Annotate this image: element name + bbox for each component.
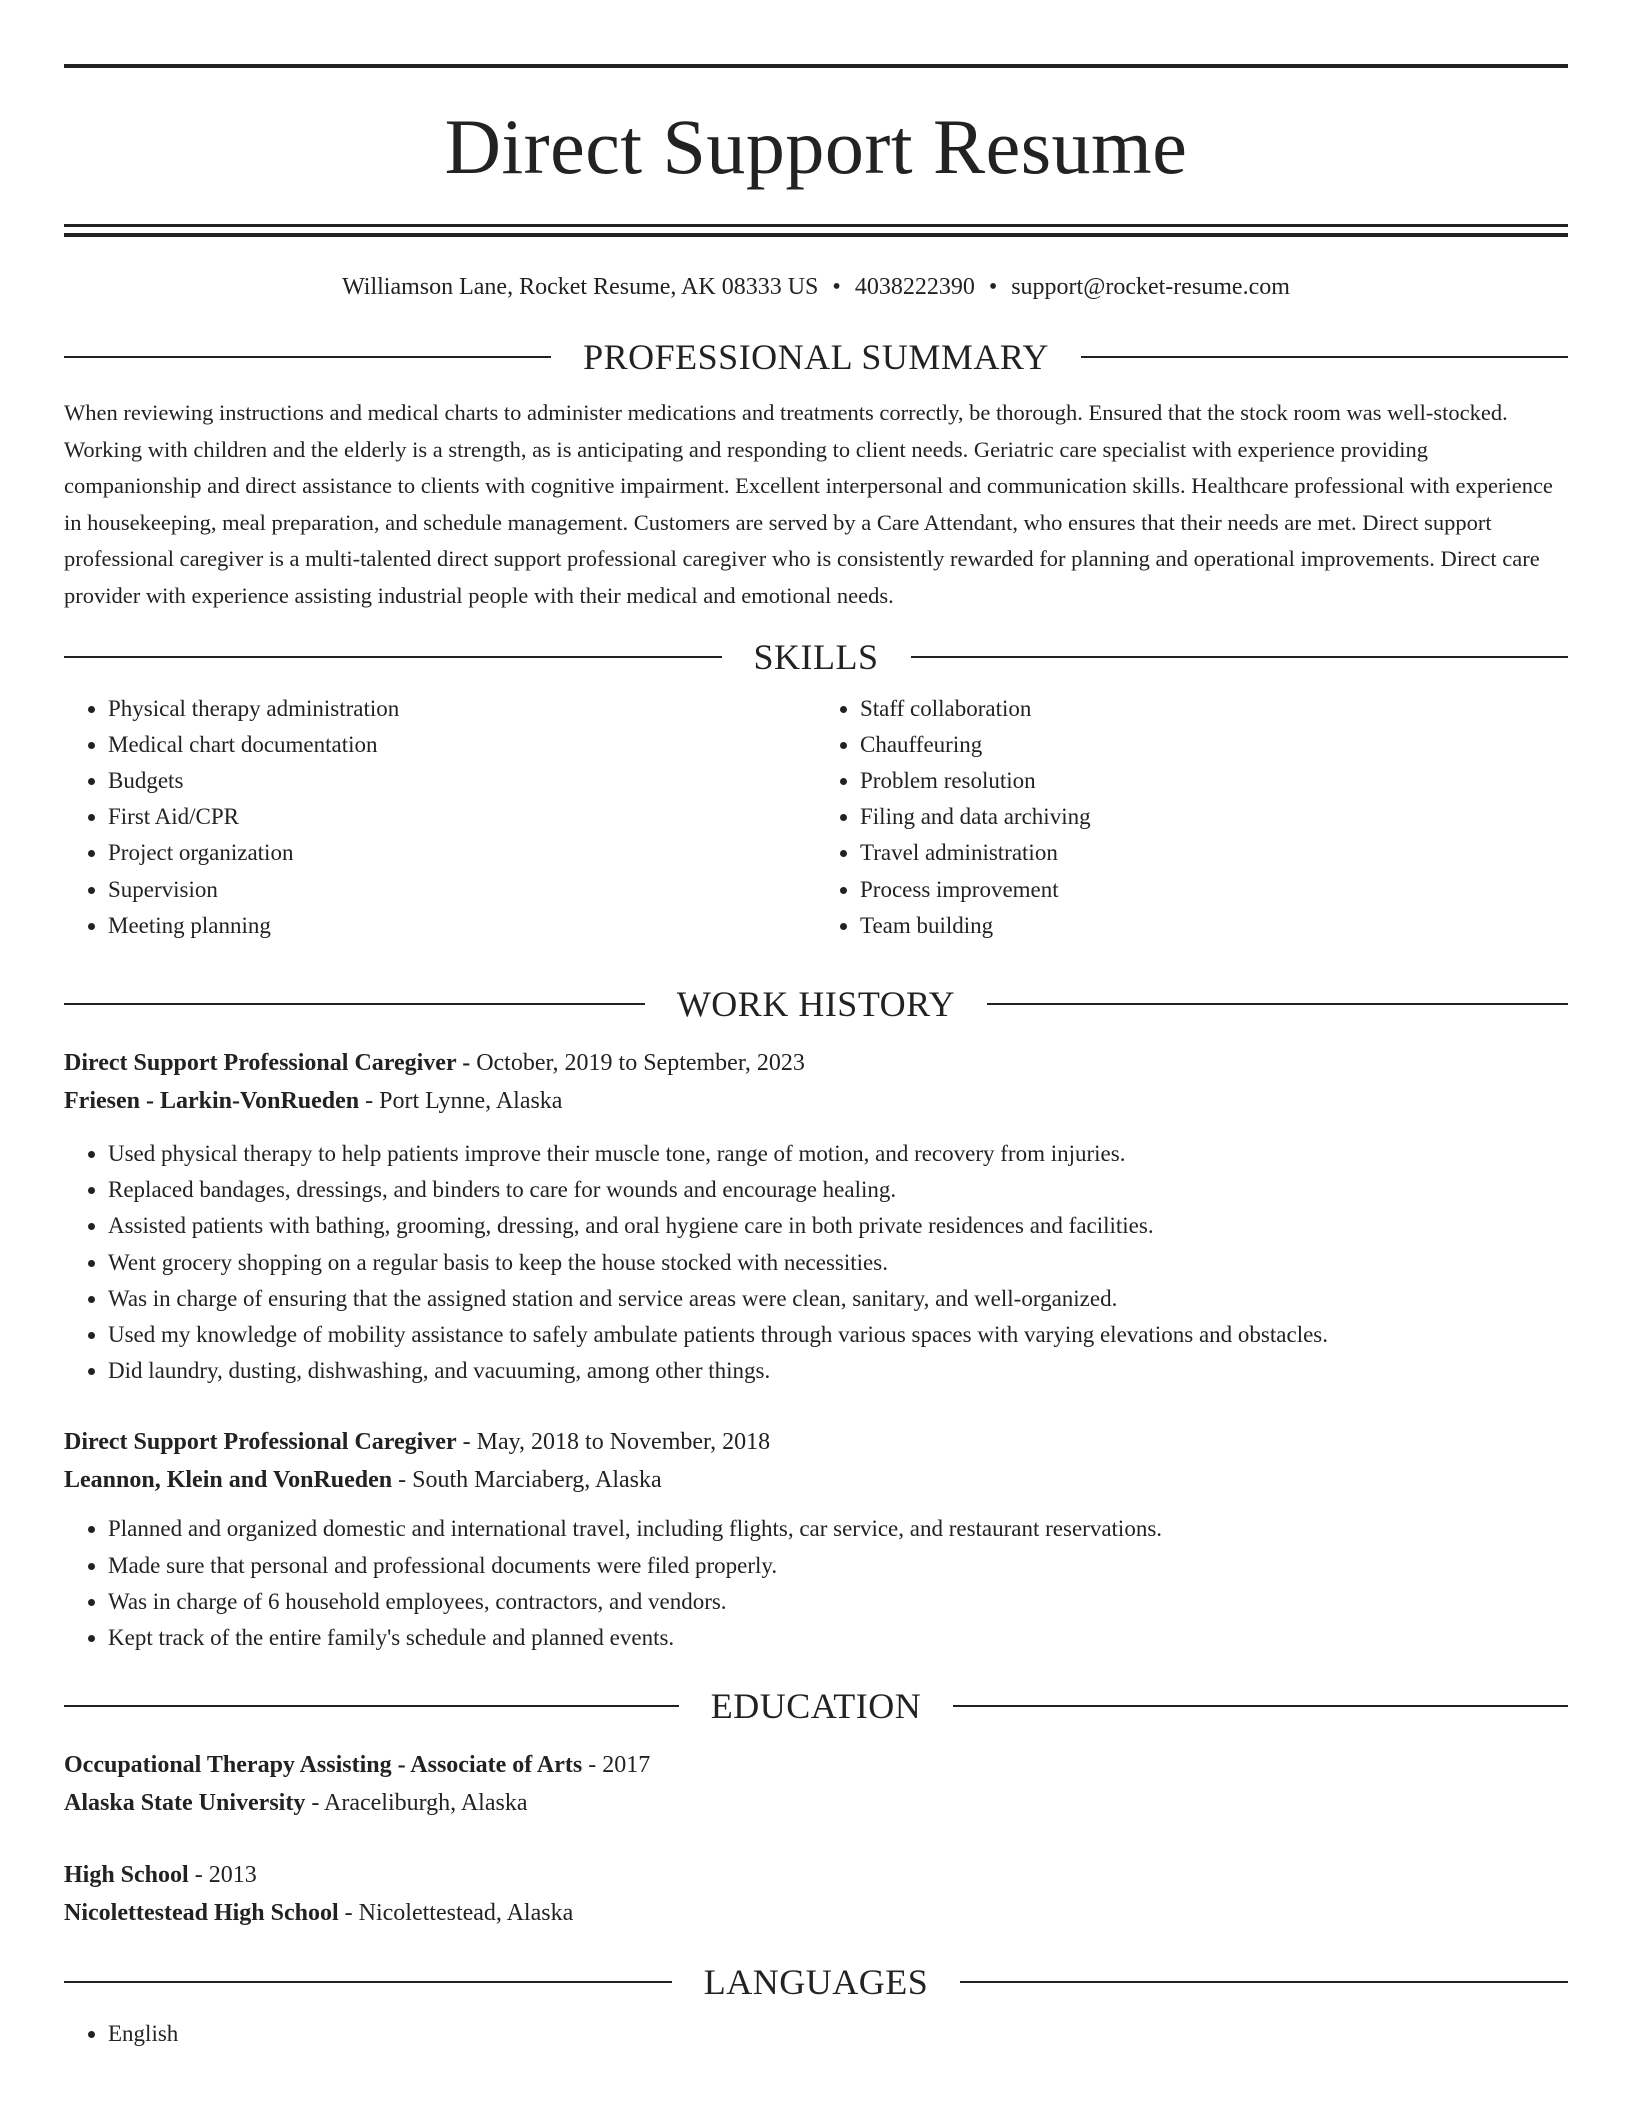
- job-title: Direct Support Professional Caregiver: [64, 1049, 457, 1076]
- section-header-education: [64, 1686, 1568, 1726]
- languages-list: [64, 2016, 1568, 2052]
- job-bullet: • Used my knowledge of mobility assistance to safely ambulate patients through various spaces with varying elevations and obstacles.: [108, 1317, 1568, 1353]
- job-bullet: • Planned and organized domestic and international travel, including flights, car service, and restaurant reservations.: [108, 1511, 1568, 1547]
- job-title-separator: -: [456, 1049, 477, 1076]
- section-title-summary: PROFESSIONAL SUMMARY: [583, 337, 1049, 377]
- job-location: South Marciaberg, Alaska: [412, 1467, 662, 1494]
- skill-item: • Physical therapy administration: [108, 691, 816, 727]
- job-company-separator: -: [359, 1087, 380, 1114]
- contact-separator: •: [832, 274, 841, 300]
- education-school: Nicolettestead High School: [64, 1900, 339, 1927]
- education-degree-line: [64, 1856, 1568, 1894]
- education-school: Alaska State University: [64, 1790, 306, 1817]
- skill-item: • Budgets: [108, 763, 816, 799]
- education-location: Araceliburgh, Alaska: [324, 1790, 528, 1817]
- education-degree: High School: [64, 1862, 189, 1889]
- job-title-line: [64, 1044, 1568, 1082]
- job-bullets: [64, 1511, 1568, 1656]
- education-year: 2017: [602, 1752, 651, 1779]
- skill-item: • Staff collaboration: [860, 691, 1568, 727]
- skill-item: • Meeting planning: [108, 908, 816, 944]
- section-header-summary: [64, 337, 1568, 377]
- job-dates: May, 2018 to November, 2018: [476, 1429, 771, 1456]
- job-entry: [64, 1044, 1568, 1389]
- language-item: • English: [108, 2016, 1568, 2052]
- skills-list: [64, 691, 1568, 944]
- section-title-work: WORK HISTORY: [676, 983, 956, 1024]
- skill-item: • Problem resolution: [860, 763, 1568, 799]
- section-header-work: [64, 984, 1568, 1024]
- education-location: Nicolettestead, Alaska: [358, 1900, 574, 1927]
- job-dates: October, 2019 to September, 2023: [476, 1049, 805, 1076]
- job-bullet: • Kept track of the entire family's schedule and planned events.: [108, 1620, 1568, 1656]
- job-title-separator: -: [456, 1429, 477, 1456]
- education-school-line: [64, 1894, 1568, 1932]
- job-location: Port Lynne, Alaska: [379, 1087, 563, 1114]
- title-double-rule: [64, 224, 1568, 237]
- job-company-line: [64, 1461, 1568, 1499]
- job-company: Leannon, Klein and VonRueden: [64, 1467, 393, 1494]
- education-separator: -: [582, 1752, 603, 1779]
- education-separator: -: [188, 1862, 209, 1889]
- skill-item: • Chauffeuring: [860, 727, 1568, 763]
- education-school-line: [64, 1784, 1568, 1822]
- skill-item: • Supervision: [108, 872, 816, 908]
- skills-column-left: [64, 691, 816, 944]
- contact-line: [64, 271, 1568, 303]
- skill-item: • Medical chart documentation: [108, 727, 816, 763]
- resume-title: Direct Support Resume: [444, 103, 1188, 190]
- job-bullet: • Was in charge of ensuring that the assigned station and service areas were clean, sanitary, and well-organized.: [108, 1281, 1568, 1317]
- job-bullet: • Made sure that personal and professional documents were filed properly.: [108, 1548, 1568, 1584]
- section-title-education: EDUCATION: [710, 1686, 922, 1727]
- education-degree: Occupational Therapy Assisting - Associate of Arts: [64, 1752, 583, 1779]
- section-header-skills: [64, 637, 1568, 677]
- job-entry: [64, 1423, 1568, 1656]
- contact-separator: •: [988, 274, 998, 300]
- skill-item: • Filing and data archiving: [860, 799, 1568, 835]
- job-bullet: • Did laundry, dusting, dishwashing, and vacuuming, among other things.: [108, 1353, 1568, 1389]
- section-title-skills: SKILLS: [753, 636, 879, 677]
- contact-address: Williamson Lane, Rocket Resume, AK 08333 US: [342, 274, 819, 300]
- education-year: 2013: [208, 1862, 257, 1889]
- skill-item: • Travel administration: [860, 835, 1568, 871]
- education-degree-line: [64, 1746, 1568, 1784]
- resume-content: [64, 0, 1568, 2052]
- job-company-separator: -: [392, 1467, 413, 1494]
- education-entry: [64, 1746, 1568, 1822]
- contact-email: support@rocket-resume.com: [1011, 274, 1290, 300]
- job-bullets: [64, 1136, 1568, 1389]
- job-title-line: [64, 1423, 1568, 1461]
- skill-item: • Project organization: [108, 835, 816, 871]
- job-bullet: • Was in charge of 6 household employees, contractors, and vendors.: [108, 1584, 1568, 1620]
- job-bullet: • Replaced bandages, dressings, and binders to care for wounds and encourage healing.: [108, 1172, 1568, 1208]
- section-title-languages: LANGUAGES: [703, 1962, 929, 2003]
- skill-item: • First Aid/CPR: [108, 799, 816, 835]
- education-separator: -: [338, 1900, 359, 1927]
- summary-paragraph: When reviewing instructions and medical charts to administer medications and treatments correctly, be thorough. Ensured that the stock room was well-stocked. Working with children and the elderly is a strength, as is anticipating and responding to client needs. Geriatric care specialist with experience providing companionship and direct assistance to clients with cognitive impairment. Excellent interpersonal and communication skills. Healthcare professional with experience in housekeeping, meal preparation, and schedule management. Customers are served by a Care Attendant, who ensures that their needs are met. Direct support professional caregiver is a multi-talented direct support professional caregiver who is consistently rewarded for planning and operational improvements. Direct care provider with experience assisting industrial people with their medical and emotional needs.: [64, 400, 1553, 608]
- job-title: Direct Support Professional Caregiver: [64, 1429, 457, 1456]
- job-company: Friesen - Larkin-VonRueden: [64, 1087, 360, 1114]
- job-bullet: • Used physical therapy to help patients improve their muscle tone, range of motion, and recovery from injuries.: [108, 1136, 1568, 1172]
- job-bullet: • Assisted patients with bathing, grooming, dressing, and oral hygiene care in both private residences and facilities.: [108, 1208, 1568, 1244]
- skills-column-right: [816, 691, 1568, 944]
- skill-item: • Team building: [860, 908, 1568, 944]
- education-separator: -: [305, 1790, 324, 1817]
- education-entry: [64, 1856, 1568, 1932]
- job-bullet: • Went grocery shopping on a regular basis to keep the house stocked with necessities.: [108, 1245, 1568, 1281]
- contact-phone: 4038222390: [854, 274, 975, 300]
- job-company-line: [64, 1082, 1568, 1120]
- section-header-languages: [64, 1962, 1568, 2002]
- skill-item: • Process improvement: [860, 872, 1568, 908]
